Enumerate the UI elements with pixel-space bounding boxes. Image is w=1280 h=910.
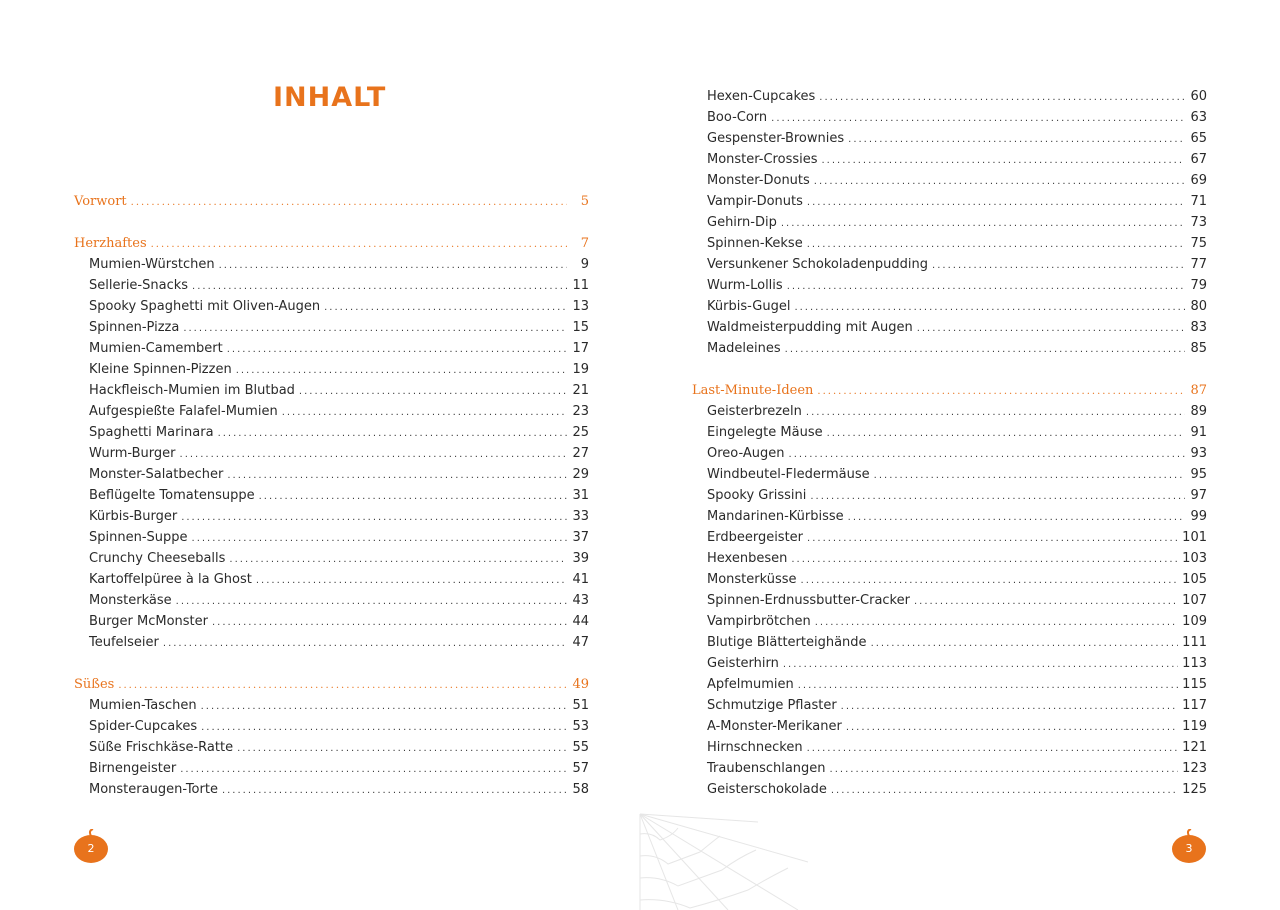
toc-entry-label: Spider-Cupcakes (89, 719, 198, 734)
toc-recipe-entry[interactable] (692, 548, 1207, 569)
toc-recipe-entry[interactable] (692, 695, 1207, 716)
toc-recipe-entry[interactable] (74, 443, 589, 464)
toc-recipe-entry[interactable] (692, 464, 1207, 485)
toc-recipe-entry[interactable] (692, 569, 1207, 590)
toc-entry-label: Wurm-Burger (89, 446, 176, 461)
toc-entry-label: Waldmeisterpudding mit Augen (707, 320, 913, 335)
dot-leader (785, 339, 1185, 360)
toc-recipe-entry[interactable] (692, 149, 1207, 170)
page-number-right (1172, 829, 1206, 863)
toc-entry-label: Windbeutel-Fledermäuse (707, 467, 870, 482)
toc-recipe-entry[interactable] (692, 233, 1207, 254)
dot-leader (181, 507, 567, 528)
toc-left-column (74, 191, 589, 800)
toc-entry-page: 79 (1190, 278, 1207, 293)
toc-entry-label: Monster-Crossies (707, 152, 818, 167)
dot-leader (227, 465, 567, 486)
dot-leader (192, 528, 567, 549)
toc-entry-page: 33 (572, 509, 589, 524)
dot-leader (180, 444, 567, 465)
toc-entry-label: Birnengeister (89, 761, 177, 776)
dot-leader (914, 591, 1178, 612)
toc-entry-page: 71 (1190, 194, 1207, 209)
toc-entry-label: Monster-Donuts (707, 173, 810, 188)
toc-entry-label: Spooky Spaghetti mit Oliven-Augen (89, 299, 321, 314)
toc-spacer (692, 359, 1207, 380)
toc-recipe-entry[interactable] (692, 296, 1207, 317)
toc-entry-label: Erdbeergeister (707, 530, 804, 545)
toc-entry-page: 47 (572, 635, 589, 650)
toc-section-entry[interactable] (692, 380, 1207, 401)
toc-entry-label: Herzhaftes (74, 236, 147, 251)
toc-entry-page: 119 (1182, 719, 1207, 734)
toc-entry-label: Mandarinen-Kürbisse (707, 509, 844, 524)
dot-leader (180, 759, 567, 780)
dot-leader (817, 381, 1185, 402)
dot-leader (282, 402, 567, 423)
toc-recipe-entry[interactable] (74, 506, 589, 527)
dot-leader (176, 591, 567, 612)
toc-entry-page: 123 (1182, 761, 1207, 776)
toc-section-entry[interactable] (74, 191, 589, 212)
toc-recipe-entry[interactable] (74, 632, 589, 653)
toc-entry-page: 11 (572, 278, 589, 293)
toc-entry-page: 93 (1190, 446, 1207, 461)
dot-leader (822, 150, 1186, 171)
toc-entry-page: 113 (1182, 656, 1207, 671)
dot-leader (236, 360, 567, 381)
toc-entry-label: Gespenster-Brownies (707, 131, 845, 146)
dot-leader (256, 570, 567, 591)
toc-entry-label: A-Monster-Merikaner (707, 719, 842, 734)
page-number-text: 3 (1185, 842, 1193, 855)
toc-entry-label: Hirnschnecken (707, 740, 803, 755)
toc-entry-label: Süßes (74, 677, 115, 692)
toc-recipe-entry[interactable] (74, 401, 589, 422)
toc-recipe-entry[interactable] (692, 716, 1207, 737)
toc-entry-label: Geisterschokolade (707, 782, 827, 797)
toc-entry-page: 25 (572, 425, 589, 440)
toc-recipe-entry[interactable] (692, 632, 1207, 653)
toc-entry-page: 53 (572, 719, 589, 734)
toc-recipe-entry[interactable] (74, 485, 589, 506)
dot-leader (814, 171, 1185, 192)
toc-entry-page: 107 (1182, 593, 1207, 608)
toc-entry-label: Gehirn-Dip (707, 215, 777, 230)
dot-leader (192, 276, 567, 297)
toc-recipe-entry[interactable] (692, 338, 1207, 359)
toc-entry-label: Traubenschlangen (707, 761, 826, 776)
dot-leader (801, 570, 1179, 591)
toc-entry-label: Hexenbesen (707, 551, 788, 566)
page-title: INHALT (273, 82, 387, 113)
toc-entry-label: Teufelseier (89, 635, 159, 650)
dot-leader (787, 276, 1185, 297)
toc-recipe-entry[interactable] (692, 779, 1207, 800)
toc-entry-page: 37 (572, 530, 589, 545)
toc-recipe-entry[interactable] (692, 758, 1207, 779)
spiderweb-icon (638, 812, 808, 910)
toc-entry-label: Crunchy Cheeseballs (89, 551, 226, 566)
toc-entry-page: 121 (1182, 740, 1207, 755)
toc-entry-label: Hexen-Cupcakes (707, 89, 816, 104)
toc-entry-label: Vampirbrötchen (707, 614, 811, 629)
toc-recipe-entry[interactable] (74, 611, 589, 632)
toc-entry-page: 9 (580, 257, 589, 272)
toc-entry-page: 95 (1190, 467, 1207, 482)
dot-leader (807, 234, 1185, 255)
dot-leader (227, 339, 567, 360)
dot-leader (771, 108, 1185, 129)
toc-recipe-entry[interactable] (74, 779, 589, 800)
toc-recipe-entry[interactable] (74, 422, 589, 443)
toc-entry-page: 115 (1182, 677, 1207, 692)
toc-entry-label: Aufgespießte Falafel-Mumien (89, 404, 278, 419)
toc-entry-label: Oreo-Augen (707, 446, 785, 461)
dot-leader (219, 255, 567, 276)
toc-entry-label: Monsteraugen-Torte (89, 782, 218, 797)
toc-entry-page: 103 (1182, 551, 1207, 566)
toc-recipe-entry[interactable] (692, 191, 1207, 212)
toc-entry-page: 44 (572, 614, 589, 629)
toc-entry-page: 43 (572, 593, 589, 608)
toc-recipe-entry[interactable] (692, 86, 1207, 107)
toc-entry-label: Spinnen-Erdnussbutter-Cracker (707, 593, 910, 608)
dot-leader (932, 255, 1185, 276)
toc-entry-page: 111 (1182, 635, 1207, 650)
toc-recipe-entry[interactable] (692, 401, 1207, 422)
toc-recipe-entry[interactable] (74, 317, 589, 338)
toc-right-column (692, 86, 1207, 800)
toc-recipe-entry[interactable] (74, 275, 589, 296)
toc-entry-page: 69 (1190, 173, 1207, 188)
dot-leader (841, 696, 1179, 717)
toc-recipe-entry[interactable] (74, 569, 589, 590)
toc-entry-page: 101 (1182, 530, 1207, 545)
toc-entry-page: 89 (1190, 404, 1207, 419)
dot-leader (163, 633, 567, 654)
toc-recipe-entry[interactable] (74, 254, 589, 275)
toc-entry-page: 27 (572, 446, 589, 461)
toc-recipe-entry[interactable] (74, 758, 589, 779)
toc-entry-label: Burger McMonster (89, 614, 208, 629)
toc-recipe-entry[interactable] (692, 212, 1207, 233)
toc-recipe-entry[interactable] (74, 464, 589, 485)
toc-recipe-entry[interactable] (74, 296, 589, 317)
toc-recipe-entry[interactable] (692, 737, 1207, 758)
dot-leader (218, 423, 567, 444)
toc-entry-page: 60 (1190, 89, 1207, 104)
toc-recipe-entry[interactable] (692, 317, 1207, 338)
toc-entry-page: 67 (1190, 152, 1207, 167)
toc-entry-label: Boo-Corn (707, 110, 768, 125)
toc-entry-label: Kleine Spinnen-Pizzen (89, 362, 232, 377)
toc-entry-page: 85 (1190, 341, 1207, 356)
dot-leader (810, 486, 1185, 507)
toc-entry-label: Monsterküsse (707, 572, 797, 587)
toc-entry-page: 87 (1190, 383, 1207, 398)
toc-recipe-entry[interactable] (692, 107, 1207, 128)
toc-entry-page: 97 (1190, 488, 1207, 503)
toc-entry-page: 49 (572, 677, 589, 692)
toc-entry-label: Spaghetti Marinara (89, 425, 214, 440)
toc-entry-label: Monster-Salatbecher (89, 467, 224, 482)
toc-entry-label: Vampir-Donuts (707, 194, 803, 209)
toc-recipe-entry[interactable] (692, 590, 1207, 611)
toc-entry-label: Eingelegte Mäuse (707, 425, 823, 440)
page-number-left (74, 829, 108, 863)
toc-entry-label: Kürbis-Gugel (707, 299, 791, 314)
toc-recipe-entry[interactable] (692, 275, 1207, 296)
toc-entry-page: 99 (1190, 509, 1207, 524)
dot-leader (259, 486, 567, 507)
toc-recipe-entry[interactable] (74, 338, 589, 359)
toc-section-entry[interactable] (74, 674, 589, 695)
dot-leader (201, 717, 567, 738)
toc-entry-label: Geisterhirn (707, 656, 779, 671)
dot-leader (848, 507, 1185, 528)
toc-entry-label: Versunkener Schokoladenpudding (707, 257, 929, 272)
dot-leader (783, 654, 1178, 675)
toc-entry-label: Mumien-Würstchen (89, 257, 215, 272)
dot-leader (848, 129, 1185, 150)
toc-entry-label: Spinnen-Kekse (707, 236, 803, 251)
dot-leader (229, 549, 567, 570)
toc-entry-page: 63 (1190, 110, 1207, 125)
toc-recipe-entry[interactable] (692, 128, 1207, 149)
toc-recipe-entry[interactable] (692, 506, 1207, 527)
toc-recipe-entry[interactable] (74, 359, 589, 380)
toc-entry-label: Wurm-Lollis (707, 278, 783, 293)
toc-entry-label: Kürbis-Burger (89, 509, 178, 524)
toc-entry-page: 51 (572, 698, 589, 713)
toc-recipe-entry[interactable] (74, 548, 589, 569)
toc-recipe-entry[interactable] (692, 611, 1207, 632)
dot-leader (237, 738, 567, 759)
dot-leader (222, 780, 567, 801)
toc-entry-page: 91 (1190, 425, 1207, 440)
dot-leader (871, 633, 1179, 654)
toc-recipe-entry[interactable] (692, 653, 1207, 674)
dot-leader (815, 612, 1178, 633)
dot-leader (806, 402, 1185, 423)
toc-recipe-entry[interactable] (74, 716, 589, 737)
dot-leader (807, 528, 1178, 549)
toc-entry-page: 65 (1190, 131, 1207, 146)
toc-entry-page: 41 (572, 572, 589, 587)
toc-entry-label: Kartoffelpüree à la Ghost (89, 572, 252, 587)
toc-entry-page: 39 (572, 551, 589, 566)
dot-leader (831, 780, 1178, 801)
toc-section-entry[interactable] (74, 233, 589, 254)
toc-entry-page: 117 (1182, 698, 1207, 713)
toc-recipe-entry[interactable] (692, 170, 1207, 191)
dot-leader (798, 675, 1178, 696)
toc-spacer (74, 212, 589, 233)
toc-entry-page: 58 (572, 782, 589, 797)
toc-entry-label: Spinnen-Pizza (89, 320, 180, 335)
toc-recipe-entry[interactable] (74, 380, 589, 401)
toc-entry-page: 73 (1190, 215, 1207, 230)
toc-entry-page: 19 (572, 362, 589, 377)
toc-entry-label: Beflügelte Tomatensuppe (89, 488, 255, 503)
dot-leader (131, 192, 567, 213)
toc-entry-label: Vorwort (74, 194, 127, 209)
toc-entry-page: 77 (1190, 257, 1207, 272)
toc-entry-label: Sellerie-Snacks (89, 278, 189, 293)
dot-leader (917, 318, 1185, 339)
toc-recipe-entry[interactable] (74, 527, 589, 548)
dot-leader (819, 87, 1185, 108)
toc-entry-label: Last-Minute-Ideen (692, 383, 814, 398)
dot-leader (807, 192, 1185, 213)
toc-entry-label: Schmutzige Pflaster (707, 698, 837, 713)
toc-entry-page: 55 (572, 740, 589, 755)
toc-entry-label: Spinnen-Suppe (89, 530, 188, 545)
dot-leader (212, 612, 567, 633)
toc-entry-page: 80 (1190, 299, 1207, 314)
dot-leader (794, 297, 1185, 318)
toc-entry-page: 5 (580, 194, 589, 209)
dot-leader (846, 717, 1178, 738)
toc-entry-page: 75 (1190, 236, 1207, 251)
toc-entry-page: 23 (572, 404, 589, 419)
toc-entry-page: 21 (572, 383, 589, 398)
dot-leader (791, 549, 1178, 570)
toc-recipe-entry[interactable] (692, 254, 1207, 275)
dot-leader (807, 738, 1179, 759)
toc-recipe-entry[interactable] (692, 422, 1207, 443)
toc-recipe-entry[interactable] (74, 590, 589, 611)
toc-recipe-entry[interactable] (692, 443, 1207, 464)
dot-leader (874, 465, 1185, 486)
toc-entry-label: Monsterkäse (89, 593, 172, 608)
toc-entry-page: 125 (1182, 782, 1207, 797)
toc-entry-page: 57 (572, 761, 589, 776)
dot-leader (201, 696, 567, 717)
toc-spacer (74, 653, 589, 674)
toc-entry-label: Hackfleisch-Mumien im Blutbad (89, 383, 295, 398)
toc-entry-page: 13 (572, 299, 589, 314)
dot-leader (151, 234, 567, 255)
toc-entry-page: 29 (572, 467, 589, 482)
toc-entry-page: 109 (1182, 614, 1207, 629)
dot-leader (827, 423, 1185, 444)
toc-entry-page: 105 (1182, 572, 1207, 587)
toc-entry-page: 15 (572, 320, 589, 335)
dot-leader (830, 759, 1179, 780)
toc-entry-page: 83 (1190, 320, 1207, 335)
toc-entry-page: 17 (572, 341, 589, 356)
dot-leader (324, 297, 567, 318)
toc-entry-label: Spooky Grissini (707, 488, 807, 503)
toc-entry-page: 7 (580, 236, 589, 251)
dot-leader (183, 318, 567, 339)
page-number-text: 2 (87, 842, 95, 855)
dot-leader (789, 444, 1185, 465)
dot-leader (118, 675, 567, 696)
dot-leader (781, 213, 1185, 234)
dot-leader (299, 381, 567, 402)
toc-entry-label: Madeleines (707, 341, 781, 356)
toc-entry-label: Apfelmumien (707, 677, 794, 692)
toc-recipe-entry[interactable] (692, 485, 1207, 506)
toc-entry-label: Geisterbrezeln (707, 404, 802, 419)
toc-recipe-entry[interactable] (692, 674, 1207, 695)
toc-entry-label: Süße Frischkäse-Ratte (89, 740, 234, 755)
toc-recipe-entry[interactable] (74, 737, 589, 758)
toc-entry-label: Mumien-Taschen (89, 698, 197, 713)
toc-entry-label: Mumien-Camembert (89, 341, 223, 356)
toc-recipe-entry[interactable] (692, 527, 1207, 548)
toc-recipe-entry[interactable] (74, 695, 589, 716)
toc-entry-label: Blutige Blätterteighände (707, 635, 867, 650)
toc-entry-page: 31 (572, 488, 589, 503)
